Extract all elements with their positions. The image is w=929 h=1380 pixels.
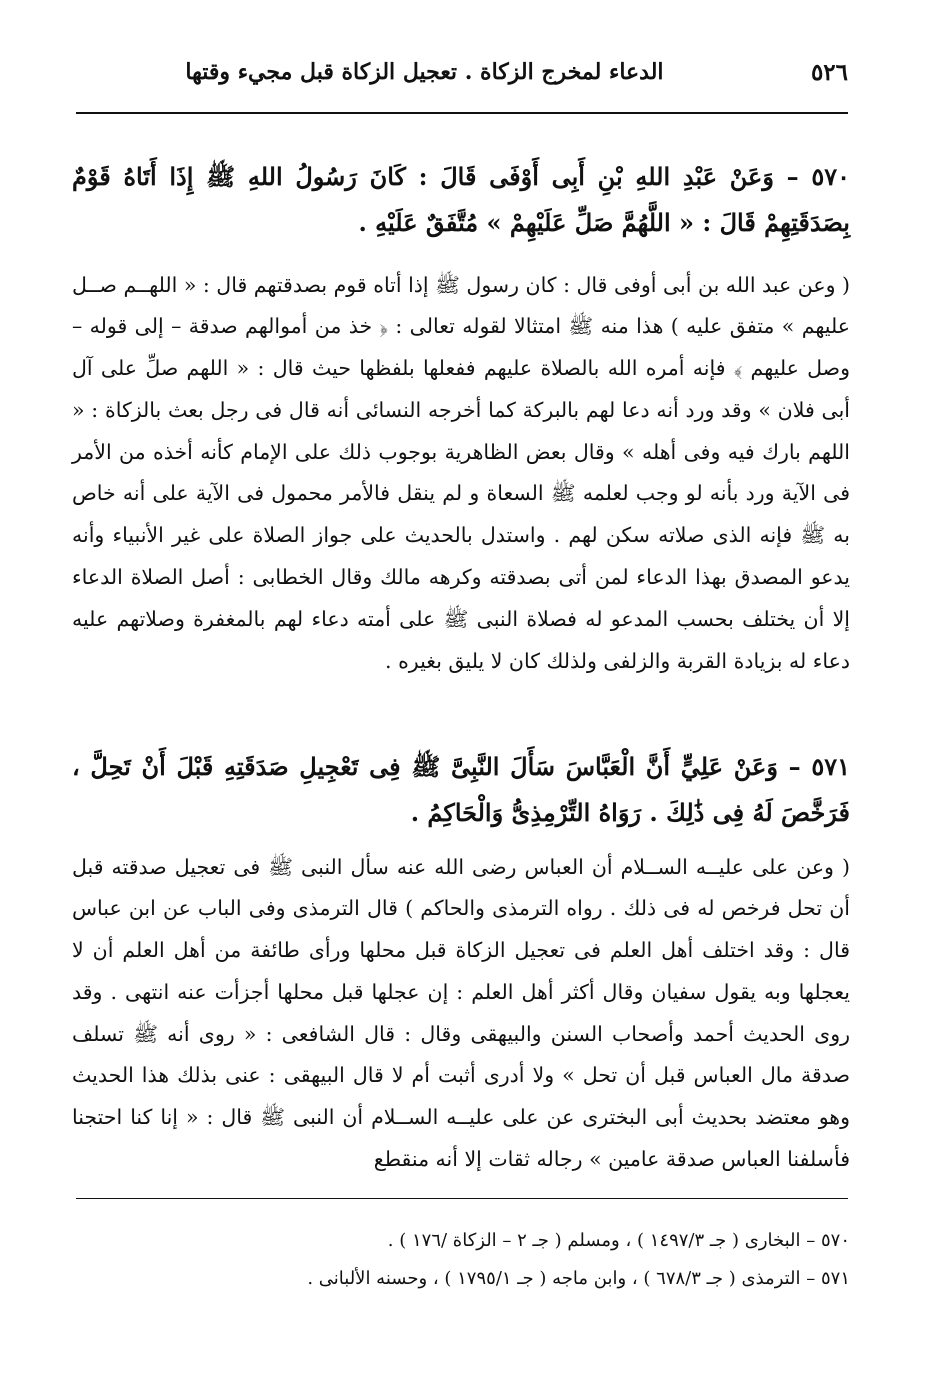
- footnotes: [150, 1222, 850, 1298]
- page-number: ٥٢٦: [810, 58, 848, 86]
- hadith-571-text: ٥٧١ – وَعَنْ عَلِيٍّ أَنَّ الْعَبَّاسَ سَأَلَ النَّبِىَّ ﷺ فِى تَعْجِيلِ صَدَقَتِهِ قَبْلَ أَنْ تَحِلَّ ، فَرَخَّصَ لَهُ فِى ذَٰلِكَ . رَوَاهُ التِّرْمِذِىُّ وَالْحَاكِمُ .: [72, 752, 850, 827]
- footnote-570: ٥٧٠ – البخارى ( جـ ١٤٩٧/٣ ) ، ومسلم ( جـ ٢ – الزكاة /١٧٦ ) .: [387, 1230, 850, 1251]
- hadith-570-text: ٥٧٠ – وَعَنْ عَبْدِ اللهِ بْنِ أَبِى أَوْفَى قَالَ : كَانَ رَسُولُ اللهِ ﷺ إِذَا أَتَاهُ قَوْمٌ بِصَدَقَتِهِمْ قَالَ : « اللَّهُمَّ صَلِّ عَلَيْهِمْ » مُتَّفَقٌ عَلَيْهِ .: [72, 162, 850, 237]
- header-rule: [76, 112, 848, 114]
- commentary-571-text: ( وعن على عليــه الســلام أن العباس رضى الله عنه سأل النبى ﷺ فى تعجيل صدقته قبل أن تحل فرخص له فى ذلك . رواه الترمذى والحاكم ) قال الترمذى وفى الباب عن ابن عباس قال : وقد اختلف أهل العلم فى تعجيل الزكاة قبل محلها ورأى طائفة من أهل العلم أن لا يعجلها وبه يقول سفيان وقال أكثر أهل العلم : إن عجلها قبل محلها أجزأت عنه انتهى . وقد روى الحديث أحمد وأصحاب السنن والبيهقى وقال : قال الشافعى : « روى أنه ﷺ تسلف صدقة مال العباس قبل أن تحل » ولا أدرى أثبت أم لا قال البيهقى : عنى بذلك هذا الحديث وهو معتضد بحديث أبى البخترى عن على عليــه الســلام أن النبى ﷺ قال : « إنا كنا احتجنا فأسلفنا العباس صدقة عامين » رجاله ثقات إلا أنه منقطع: [72, 854, 850, 1172]
- page-header: [78, 52, 848, 92]
- footnote-rule: [76, 1198, 848, 1199]
- running-title: الدعاء لمخرج الزكاة . تعجيل الزكاة قبل مجيء وقتها: [185, 59, 664, 85]
- commentary-570-text: ( وعن عبد الله بن أبى أوفى قال : كان رسول ﷺ إذا أتاه قوم بصدقتهم قال : « اللهــم صــل عليهم » متفق عليه ) هذا منه ﷺ امتثالا لقوله تعالى : ﴿ خذ من أموالهم صدقة – إلى قوله – وصل عليهم ﴾ فإنه أمره الله بالصلاة عليهم ففعلها بلفظها حيث قال : « اللهم صلِّ على آل أبى فلان » وقد ورد أنه دعا لهم بالبركة كما أخرجه النسائى أنه قال فى رجل بعث بالزكاة : « اللهم بارك فيه وفى أهله » وقال بعض الظاهرية بوجوب ذلك على الإمام كأنه أخذه من الأمر فى الآية ورد بأنه لو وجب لعلمه ﷺ السعاة و لم ينقل فالأمر محمول فى الآية على أنه خاص به ﷺ فإنه الذى صلاته سكن لهم . واستدل بالحديث على جواز الصلاة على غير الأنبياء وأنه يدعو المصدق بهذا الدعاء لمن أتى بصدقته وكرهه مالك وقال الخطابى : أصل الصلاة الدعاء إلا أن يختلف بحسب المدعو له فصلاة النبى ﷺ على أمته دعاء لهم بالمغفرة وصلاتهم عليه دعاء له بزيادة القربة والزلفى ولذلك كان لا يليق بغيره .: [72, 272, 850, 673]
- footnote-571: ٥٧١ – الترمذى ( جـ ٦٧٨/٣ ) ، وابن ماجه ( جـ ١٧٩٥/١ ) ، وحسنه الألبانى .: [307, 1268, 850, 1289]
